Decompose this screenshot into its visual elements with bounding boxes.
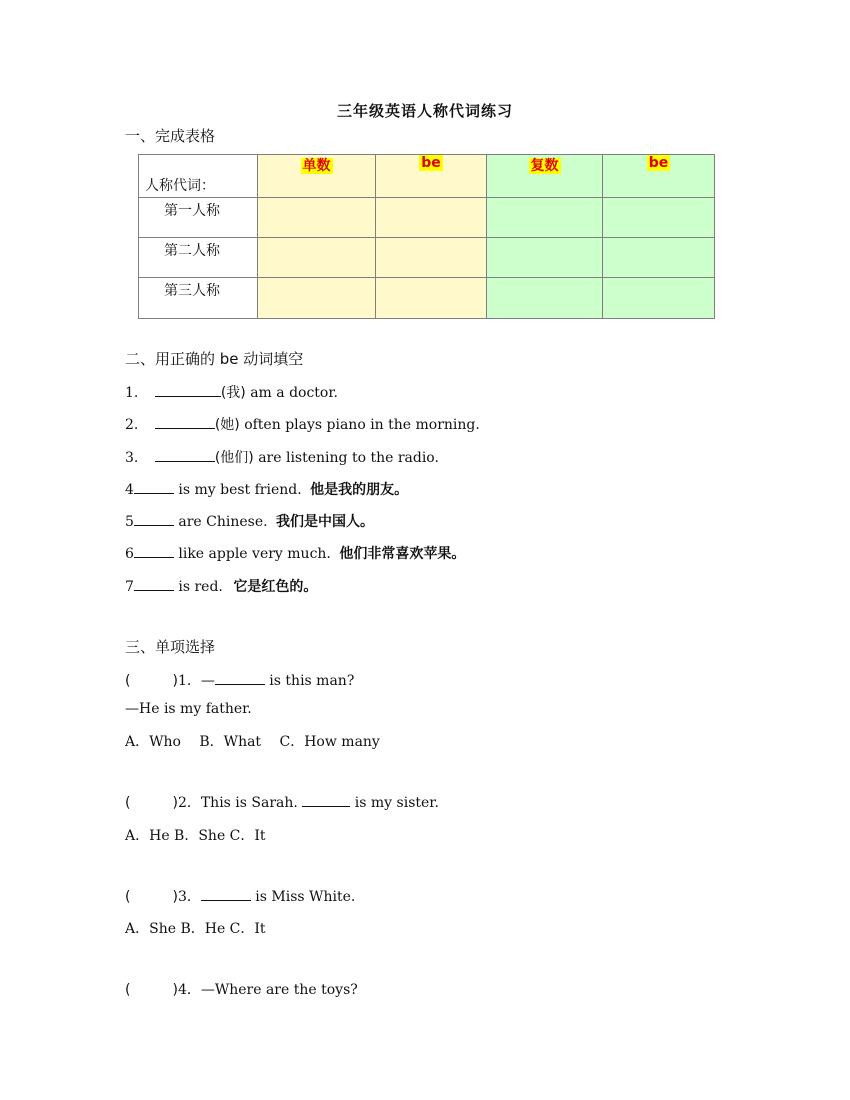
table-cell[interactable] bbox=[487, 278, 603, 319]
question-2 bbox=[125, 792, 439, 812]
fill-item-2 bbox=[125, 414, 480, 434]
header-singular-label: 单数 bbox=[302, 158, 331, 174]
table-cell[interactable] bbox=[376, 238, 487, 278]
question-text: is my sister. bbox=[350, 795, 439, 811]
answer-parentheses[interactable]: ( ) bbox=[125, 889, 178, 905]
item-translation: 他是我的朋友。 bbox=[310, 482, 409, 498]
question-number: 1．— bbox=[177, 673, 215, 689]
item-text: are listening to the radio. bbox=[253, 450, 439, 466]
question-1 bbox=[125, 670, 354, 690]
answer-blank[interactable] bbox=[134, 513, 174, 526]
answer-blank[interactable] bbox=[155, 449, 215, 462]
item-hint: (我) bbox=[220, 385, 246, 401]
answer-blank[interactable] bbox=[134, 545, 174, 558]
header-be-singular bbox=[376, 155, 487, 198]
answer-blank[interactable] bbox=[155, 416, 215, 429]
question-text: is Miss White. bbox=[250, 889, 356, 905]
table-cell[interactable] bbox=[258, 278, 376, 319]
header-plural bbox=[487, 155, 603, 198]
table-cell[interactable] bbox=[258, 198, 376, 238]
row-label-first-person: 第一人称 bbox=[139, 198, 258, 238]
item-number: 4 bbox=[125, 482, 134, 498]
table-cell[interactable] bbox=[487, 238, 603, 278]
item-number: 2. bbox=[125, 417, 139, 433]
section-1-heading: 一、完成表格 bbox=[125, 127, 216, 145]
header-be-plural bbox=[603, 155, 715, 198]
page-title: 三年级英语人称代词练习 bbox=[336, 102, 513, 120]
item-text: is red. bbox=[173, 579, 223, 595]
item-text: am a doctor. bbox=[245, 385, 338, 401]
item-text: like apple very much. bbox=[173, 546, 331, 562]
section-2-heading: 二、用正确的 be 动词填空 bbox=[125, 350, 304, 368]
table-cell[interactable] bbox=[258, 238, 376, 278]
table-row bbox=[139, 238, 715, 278]
answer-blank[interactable] bbox=[134, 481, 174, 494]
item-number: 5 bbox=[125, 514, 134, 530]
question-text: 4．—Where are the toys? bbox=[177, 982, 358, 998]
answer-blank[interactable] bbox=[134, 578, 174, 591]
answer-blank[interactable] bbox=[155, 384, 221, 397]
pronoun-table bbox=[138, 154, 715, 319]
question-3-options: A．She B．He C．It bbox=[125, 921, 266, 937]
answer-parentheses[interactable]: ( ) bbox=[125, 673, 178, 689]
header-singular bbox=[258, 155, 376, 198]
answer-parentheses[interactable]: ( ) bbox=[125, 795, 178, 811]
fill-item-3 bbox=[125, 447, 439, 467]
item-translation: 我们是中国人。 bbox=[276, 514, 375, 530]
header-be-plural-label: be bbox=[648, 155, 669, 171]
fill-item-4 bbox=[125, 479, 408, 499]
corner-label: 人称代词： bbox=[145, 178, 215, 194]
question-1-options: A．Who B．What C．How many bbox=[125, 734, 380, 750]
question-1-answer-line: —He is my father. bbox=[125, 701, 252, 717]
question-2-options: A．He B．She C．It bbox=[125, 828, 266, 844]
item-text: often plays piano in the morning. bbox=[239, 417, 480, 433]
answer-parentheses[interactable]: ( ) bbox=[125, 982, 178, 998]
table-cell[interactable] bbox=[376, 198, 487, 238]
question-number: 2．This is Sarah. bbox=[177, 795, 298, 811]
question-text: is this man? bbox=[264, 673, 355, 689]
table-cell[interactable] bbox=[376, 278, 487, 319]
table-row bbox=[139, 278, 715, 319]
item-number: 6 bbox=[125, 546, 134, 562]
row-label-third-person: 第三人称 bbox=[139, 278, 258, 319]
item-hint: (她) bbox=[214, 417, 240, 433]
header-be-singular-label: be bbox=[421, 155, 441, 171]
item-translation: 它是红色的。 bbox=[233, 579, 318, 595]
question-3 bbox=[125, 886, 355, 906]
table-corner-cell bbox=[139, 155, 258, 198]
header-plural-label: 复数 bbox=[530, 158, 559, 174]
answer-blank[interactable] bbox=[302, 794, 350, 807]
item-number: 1. bbox=[125, 385, 139, 401]
table-cell[interactable] bbox=[603, 238, 715, 278]
fill-item-1 bbox=[125, 382, 338, 402]
item-number: 7 bbox=[125, 579, 134, 595]
table-cell[interactable] bbox=[487, 198, 603, 238]
table-row bbox=[139, 198, 715, 238]
answer-blank[interactable] bbox=[201, 888, 251, 901]
item-number: 3. bbox=[125, 450, 139, 466]
answer-blank[interactable] bbox=[215, 672, 265, 685]
item-text: is my best friend. bbox=[173, 482, 302, 498]
item-hint: (他们) bbox=[214, 450, 254, 466]
item-translation: 他们非常喜欢苹果。 bbox=[339, 546, 466, 562]
row-label-second-person: 第二人称 bbox=[139, 238, 258, 278]
item-text: are Chinese. bbox=[173, 514, 268, 530]
fill-item-5 bbox=[125, 511, 374, 531]
question-number: 3． bbox=[177, 889, 201, 905]
fill-item-6 bbox=[125, 543, 465, 563]
table-cell[interactable] bbox=[603, 198, 715, 238]
table-cell[interactable] bbox=[603, 278, 715, 319]
question-4 bbox=[125, 979, 358, 999]
fill-item-7 bbox=[125, 576, 317, 596]
section-3-heading: 三、单项选择 bbox=[125, 638, 216, 656]
